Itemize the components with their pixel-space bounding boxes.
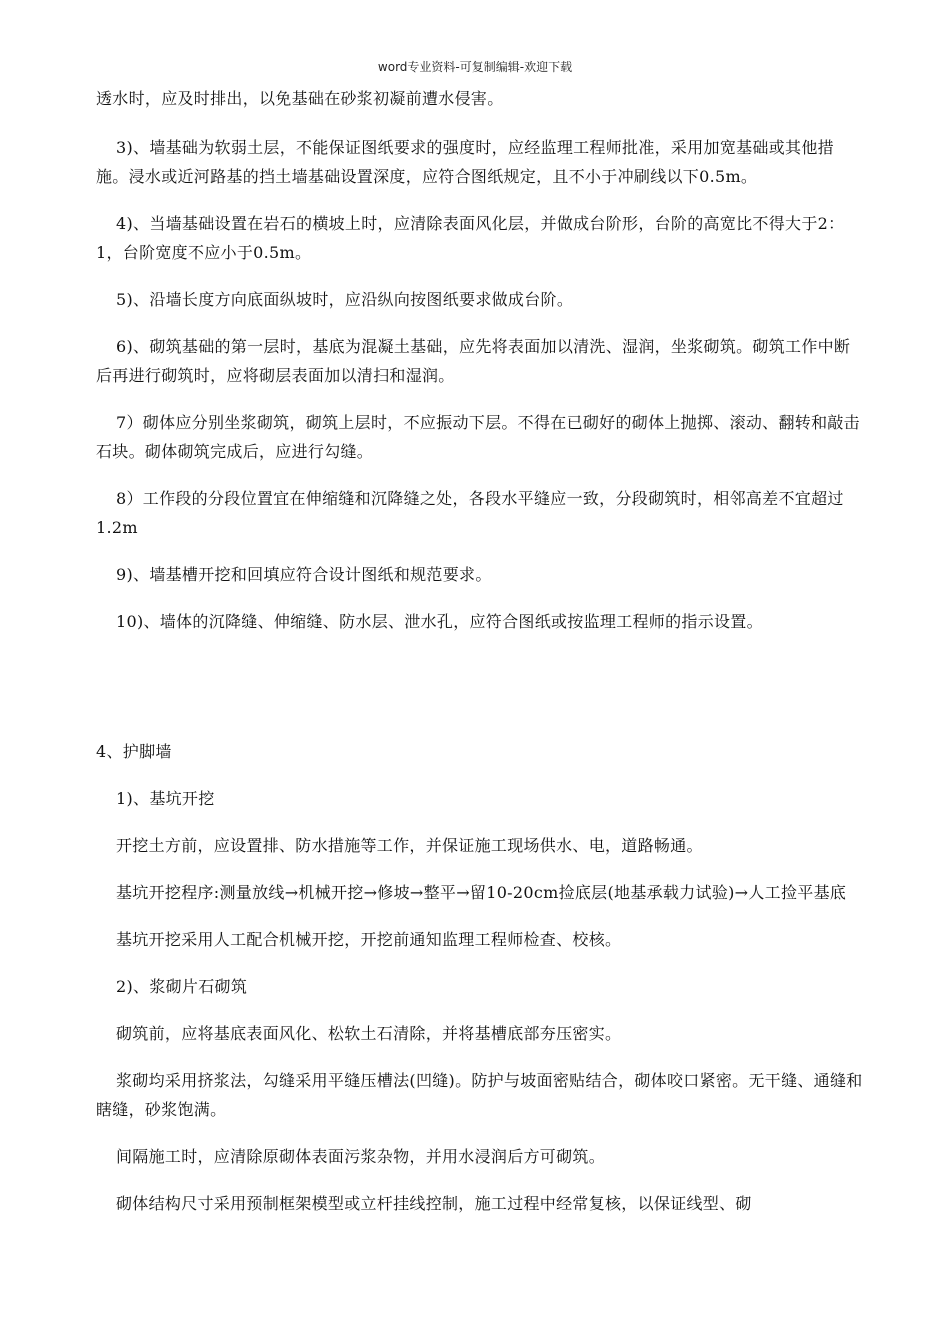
paragraph-item-10: 10)、墙体的沉降缝、伸缩缝、防水层、泄水孔，应符合图纸或按监理工程师的指示设置。 — [116, 612, 763, 631]
paragraph-masonry-interval: 间隔施工时，应清除原砌体表面污浆杂物，并用水浸润后方可砌筑。 — [116, 1147, 606, 1166]
paragraph-item-8: 8）工作段的分段位置宜在伸缩缝和沉降缝之处，各段水平缝应一致，分段砌筑时，相邻高差不宜超过1.2m — [96, 489, 844, 537]
paragraph-masonry-method: 浆砌均采用挤浆法，勾缝采用平缝压槽法(凹缝)。防护与坡面密贴结合，砌体咬口紧密。无干缝、通缝和瞎缝，砂浆饱满。 — [96, 1071, 863, 1119]
section-gap — [96, 654, 866, 737]
paragraph-item-4: 4)、当墙基础设置在岩石的横坡上时，应清除表面风化层，并做成台阶形，台阶的高宽比不得大于2：1，台阶宽度不应小于0.5m。 — [96, 214, 845, 262]
paragraph-excavation-prep: 开挖土方前，应设置排、防水措施等工作，并保证施工现场供水、电，道路畅通。 — [116, 836, 703, 855]
paragraph-item-3: 3)、墙基础为软弱土层，不能保证图纸要求的强度时，应经监理工程师批准，采用加宽基础或其他措施。浸水或近河路基的挡土墙基础设置深度，应符合图纸规定，且不小于冲刷线以下0.5m。 — [96, 138, 834, 186]
subsection-heading-masonry: 2)、浆砌片石砌筑 — [116, 977, 248, 996]
paragraph-excavation-method: 基坑开挖采用人工配合机械开挖，开挖前通知监理工程师检查、校核。 — [116, 930, 622, 949]
page-header: word专业资料-可复制编辑-欢迎下载 — [377, 60, 573, 74]
paragraph-item-7: 7）砌体应分别坐浆砌筑，砌筑上层时，不应振动下层。不得在已砌好的砌体上抛掷、滚动、翻转和敲击石块。砌体砌筑完成后，应进行勾缝。 — [96, 413, 860, 461]
paragraph-item-5: 5)、沿墙长度方向底面纵坡时，应沿纵向按图纸要求做成台阶。 — [116, 290, 574, 309]
document-body — [96, 84, 866, 1218]
section-title: 4、护脚墙 — [96, 742, 172, 761]
paragraph-continuation: 透水时，应及时排出，以免基础在砂浆初凝前遭水侵害。 — [96, 89, 504, 108]
paragraph-masonry-dimension: 砌体结构尺寸采用预制框架模型或立杆挂线控制，施工过程中经常复核，以保证线型、砌 — [116, 1194, 752, 1213]
paragraph-item-9: 9)、墙基槽开挖和回填应符合设计图纸和规范要求。 — [116, 565, 492, 584]
paragraph-masonry-prep: 砌筑前，应将基底表面风化、松软土石清除，并将基槽底部夯压密实。 — [116, 1024, 622, 1043]
paragraph-item-6: 6)、砌筑基础的第一层时，基底为混凝土基础，应先将表面加以清洗、湿润，坐浆砌筑。砌筑工作中断后再进行砌筑时，应将砌层表面加以清扫和湿润。 — [96, 337, 851, 385]
subsection-heading-excavation: 1)、基坑开挖 — [116, 789, 215, 808]
paragraph-excavation-procedure: 基坑开挖程序:测量放线→机械开挖→修坡→整平→留10-20cm捡底层(地基承载力试验)→人工捡平基底 — [116, 883, 847, 902]
